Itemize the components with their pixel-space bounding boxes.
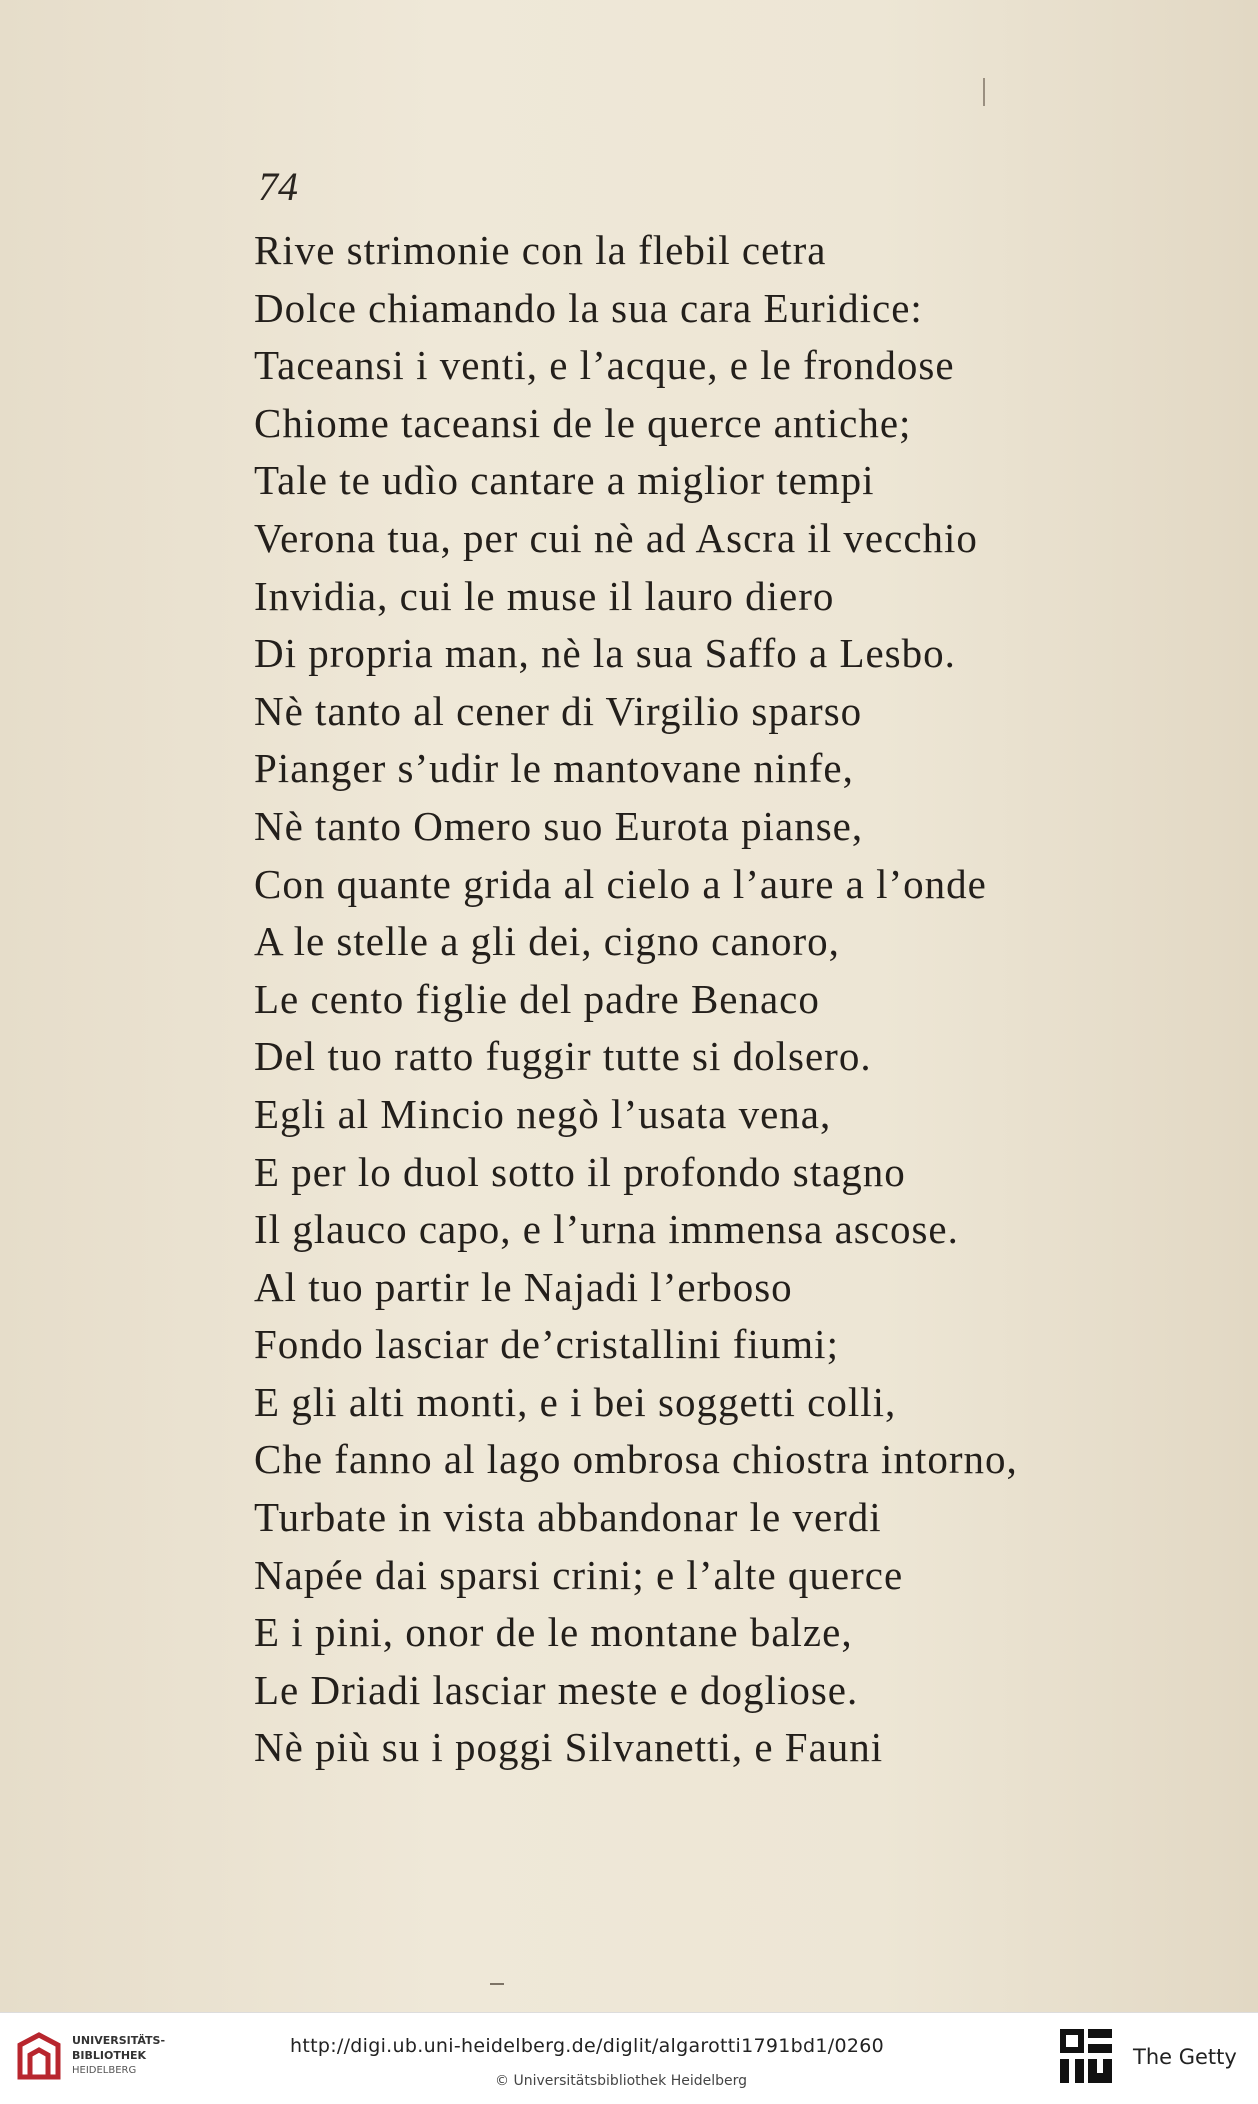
poem-line: E i pini, onor de le montane balze,: [254, 1609, 853, 1656]
getty-name: The Getty: [1133, 2045, 1237, 2069]
poem-line: Egli al Mincio negò l’usata vena,: [254, 1090, 832, 1137]
poem-line: Rive strimonie con la flebil cetra: [254, 227, 827, 273]
poem-line: E per lo duol sotto il profondo stagno: [254, 1148, 906, 1195]
poem-line: Nè tanto al cener di Virgilio sparso: [254, 687, 863, 734]
poem-line: E gli alti monti, e i bei soggetti colli,: [254, 1378, 897, 1425]
poem-line: Al tuo partir le Najadi l’erboso: [254, 1263, 793, 1310]
poem-line: Nè più su i poggi Silvanetti, e Fauni: [254, 1724, 884, 1771]
poem-line: Turbate in vista abbandonar le verdi: [254, 1494, 882, 1541]
library-name-line: BIBLIOTHEK: [72, 2049, 147, 2062]
permalink-url[interactable]: http://digi.ub.uni-heidelberg.de/diglit/algarotti1791bd1/0260: [290, 2035, 885, 2057]
poem-line: Nè tanto Omero suo Eurota pianse,: [254, 802, 864, 849]
poem-line: Le Driadi lasciar meste e dogliose.: [254, 1666, 859, 1713]
poem-line: Taceansi i venti, e l’acque, e le frondose: [254, 342, 955, 389]
poem-line: Le cento figlie del padre Benaco: [254, 975, 820, 1022]
poem-line: Napée dai sparsi crini; e l’alte querce: [254, 1551, 904, 1598]
poem-line: Dolce chiamando la sua cara Euridice:: [254, 284, 923, 331]
poem-line: Pianger s’udir le mantovane ninfe,: [254, 745, 854, 792]
page-mark: [490, 1983, 504, 1985]
page-mark: [983, 78, 985, 106]
library-name: [72, 2033, 165, 2078]
page-number: 74: [258, 164, 298, 209]
poem-line: Con quante grida al cielo a l’aure a l’onde: [254, 860, 987, 907]
getty-logo-icon: [1060, 2029, 1112, 2087]
library-name-line: HEIDELBERG: [72, 2065, 137, 2076]
poem-line: Del tuo ratto fuggir tutte si dolsero.: [254, 1033, 872, 1080]
poem-line: Verona tua, per cui nè ad Ascra il vecchio: [254, 514, 978, 561]
poem-line: Che fanno al lago ombrosa chiostra intorno,: [254, 1436, 1018, 1483]
poem-line: Tale te udìo cantare a miglior tempi: [254, 457, 875, 504]
poem-line: Fondo lasciar de’cristallini fiumi;: [254, 1321, 839, 1368]
poem-line: Di propria man, nè la sua Saffo a Lesbo.: [254, 630, 956, 677]
library-name-line: UNIVERSITÄTS-: [72, 2034, 166, 2047]
poem-line: Invidia, cui le muse il lauro diero: [254, 572, 835, 619]
university-library-logo-icon: [12, 2031, 66, 2085]
poem-text: [254, 222, 1018, 1777]
footer-bar: [0, 2012, 1258, 2104]
copyright-notice: © Universitätsbibliothek Heidelberg: [495, 2073, 748, 2089]
poem-line: Chiome taceansi de le querce antiche;: [254, 399, 912, 446]
poem-line: Il glauco capo, e l’urna immensa ascose.: [254, 1206, 959, 1253]
poem-line: A le stelle a gli dei, cigno canoro,: [254, 918, 840, 965]
